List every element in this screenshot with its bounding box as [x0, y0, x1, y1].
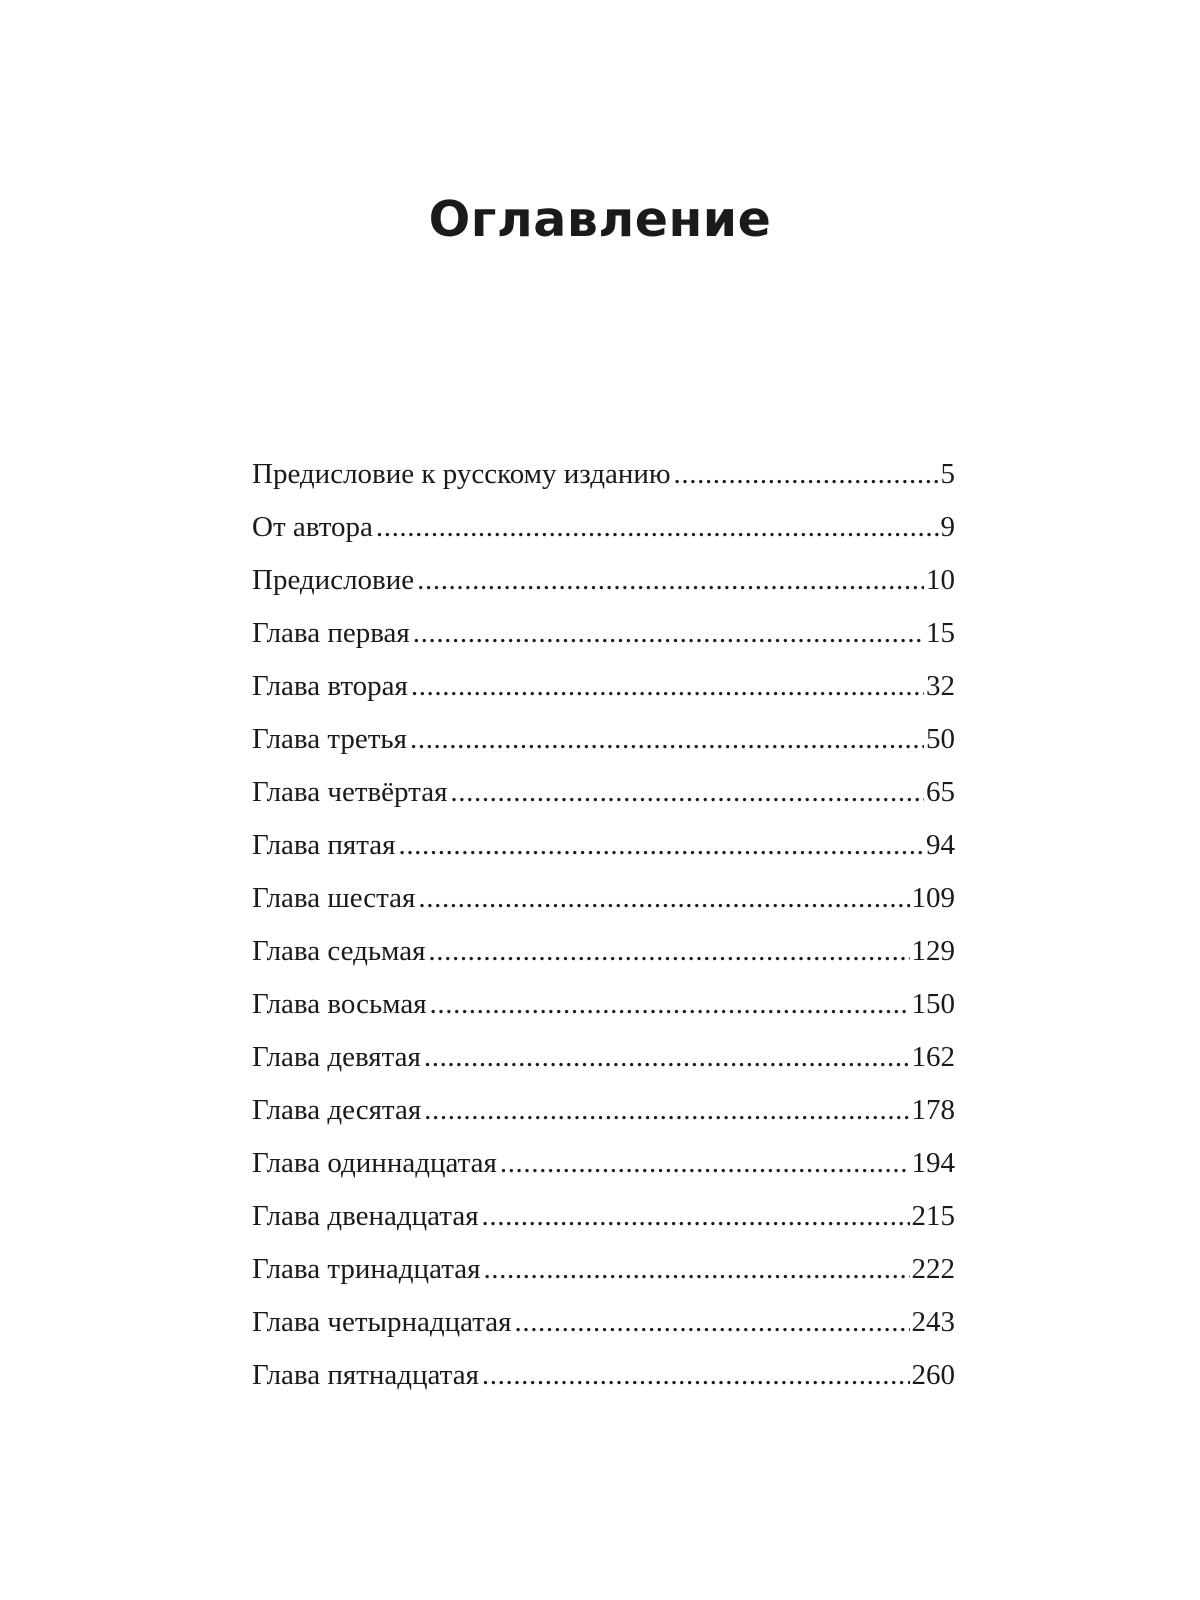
toc-entry — [252, 1190, 955, 1243]
toc-entry-page: 65 — [926, 776, 955, 808]
dot-leader — [424, 1031, 910, 1084]
dot-leader — [515, 1296, 910, 1349]
dot-leader — [430, 978, 910, 1031]
toc-entry — [252, 448, 955, 501]
toc-entry-page: 243 — [911, 1306, 955, 1338]
toc-entry-page: 109 — [911, 882, 955, 914]
toc-entry-label: Предисловие к русскому изданию — [252, 458, 671, 490]
dot-leader — [417, 554, 924, 607]
toc-entry-page: 32 — [926, 670, 955, 702]
toc-entry-label: От автора — [252, 511, 373, 543]
toc-entry-page: 129 — [911, 935, 955, 967]
toc-entry — [252, 872, 955, 925]
toc-entry — [252, 1084, 955, 1137]
toc-entry-page: 150 — [911, 988, 955, 1020]
toc-entry-page: 5 — [940, 458, 955, 490]
dot-leader — [500, 1137, 910, 1190]
page-title: Оглавление — [428, 191, 772, 248]
dot-leader — [482, 1349, 910, 1402]
toc-entry-label: Глава одиннадцатая — [252, 1147, 497, 1179]
toc-entry-label: Глава десятая — [252, 1094, 422, 1126]
toc-entry-label: Глава третья — [252, 723, 407, 755]
toc-entry-page: 162 — [911, 1041, 955, 1073]
toc-entry-label: Глава девятая — [252, 1041, 421, 1073]
toc-entry — [252, 925, 955, 978]
toc-entry — [252, 660, 955, 713]
dot-leader — [376, 501, 939, 554]
toc-entry — [252, 607, 955, 660]
dot-leader — [410, 713, 924, 766]
toc-entry — [252, 1243, 955, 1296]
toc-entry-label: Предисловие — [252, 564, 415, 596]
dot-leader — [424, 1084, 909, 1137]
toc-entry — [252, 978, 955, 1031]
toc-entry-label: Глава четвёртая — [252, 776, 448, 808]
toc-entry — [252, 501, 955, 554]
toc-entry-page: 194 — [911, 1147, 955, 1179]
toc-entry-page: 215 — [911, 1200, 955, 1232]
toc-entry-label: Глава четырнадцатая — [252, 1306, 512, 1338]
toc-entry-label: Глава седьмая — [252, 935, 426, 967]
dot-leader — [418, 872, 909, 925]
toc-entry-page: 9 — [940, 511, 955, 543]
toc-entry-page: 260 — [911, 1359, 955, 1391]
dot-leader — [413, 607, 924, 660]
toc-entry-page: 222 — [911, 1253, 955, 1285]
toc-entry-label: Глава шестая — [252, 882, 416, 914]
toc-entry-label: Глава двенадцатая — [252, 1200, 479, 1232]
toc-entry — [252, 1137, 955, 1190]
toc-entry-page: 10 — [926, 564, 955, 596]
toc-entry — [252, 713, 955, 766]
dot-leader — [428, 925, 909, 978]
toc-entry-page: 178 — [911, 1094, 955, 1126]
toc-entry-page: 50 — [926, 723, 955, 755]
toc-entry-label: Глава восьмая — [252, 988, 427, 1020]
toc-entry — [252, 1349, 955, 1402]
toc-entry-label: Глава пятая — [252, 829, 396, 861]
toc-entry — [252, 1296, 955, 1349]
dot-leader — [398, 819, 924, 872]
dot-leader — [483, 1243, 909, 1296]
dot-leader — [450, 766, 924, 819]
toc-entry-label: Глава тринадцатая — [252, 1253, 481, 1285]
toc-entry — [252, 1031, 955, 1084]
dot-leader — [674, 448, 939, 501]
toc-entry — [252, 766, 955, 819]
table-of-contents — [252, 448, 955, 1402]
toc-entry-page: 94 — [926, 829, 955, 861]
toc-entry-page: 15 — [926, 617, 955, 649]
dot-leader — [411, 660, 924, 713]
toc-entry-label: Глава пятнадцатая — [252, 1359, 479, 1391]
toc-entry-label: Глава первая — [252, 617, 410, 649]
toc-entry — [252, 819, 955, 872]
toc-entry — [252, 554, 955, 607]
toc-entry-label: Глава вторая — [252, 670, 408, 702]
dot-leader — [482, 1190, 910, 1243]
